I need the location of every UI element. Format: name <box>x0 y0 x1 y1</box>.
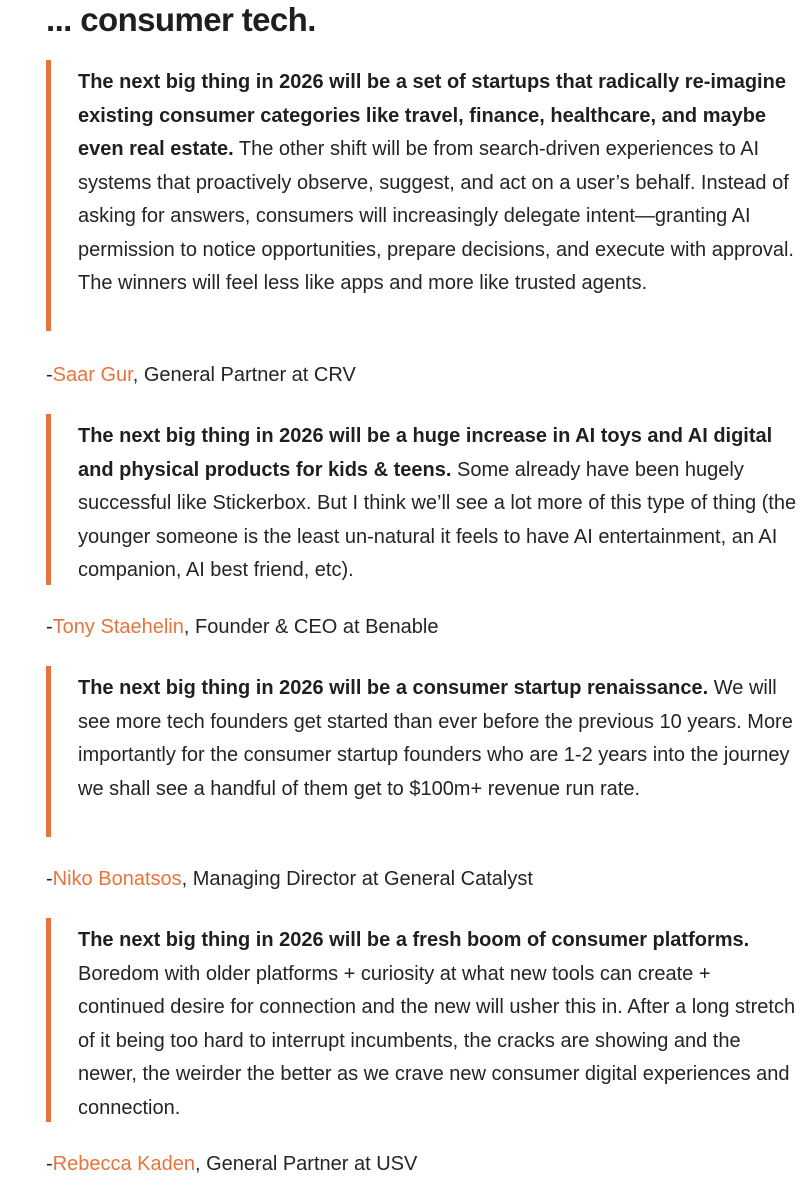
section-heading: ... consumer tech. <box>46 1 316 38</box>
author-link[interactable]: Rebecca Kaden <box>52 1153 195 1175</box>
quote-lead-bold: The next big thing in 2026 will be a fresh boom of consumer platforms. <box>78 929 750 951</box>
author-role: , General Partner at CRV <box>132 364 356 386</box>
quote-body: We will see more tech founders get started than ever before the previous 10 years. More importantly for the consumer startup founders who are 1-2 years into the journey we shall see a handful of them get to $100m+ revenue run rate. <box>78 677 793 800</box>
blockquote <box>46 666 798 837</box>
attribution <box>46 1149 766 1179</box>
quote-body: Boredom with older platforms + curiosity at what new tools can create + continued desire for connection and the new will usher this in. After a long stretch of it being too hard to interrupt incumbents, the cracks are showing and the newer, the weirder the better as we crave new consumer digital experiences and connection. <box>78 962 796 1119</box>
quote-lead-bold: The next big thing in 2026 will be a huge increase in AI toys and AI digital and physical products for kids & teens. <box>78 425 773 481</box>
quote-lead-bold: The next big thing in 2026 will be a set of startups that radically re-imagine existing consumer categories like travel, finance, healthcare, and maybe even real estate. <box>78 71 786 160</box>
quote-lead-bold: The next big thing in 2026 will be a consumer startup renaissance. <box>78 677 709 699</box>
blockquote <box>46 414 798 585</box>
attribution-dash: - <box>46 616 53 638</box>
author-role: , General Partner at USV <box>195 1153 418 1175</box>
attribution-dash: - <box>46 1153 53 1175</box>
attribution <box>46 864 766 894</box>
quote-body: Some already have been hugely successful like Stickerbox. But I think we’ll see a lot more of this type of thing (the younger someone is the least un-natural it feels to have AI entertainment, an AI companion, AI best friend, etc). <box>78 458 797 581</box>
attribution <box>46 612 766 642</box>
blockquote <box>46 60 798 331</box>
attribution-dash: - <box>46 868 53 890</box>
quote-body: The other shift will be from search-driven experiences to AI systems that proactively observe, suggest, and act on a user’s behalf. Instead of asking for answers, consumers will increasingly delegate intent—granting AI permission to notice opportunities, prepare decisions, and execute with approval. The winners will feel less like apps and more like trusted agents. <box>78 138 794 294</box>
quote-text <box>78 918 798 1125</box>
quote-text <box>78 666 798 806</box>
author-link[interactable]: Saar Gur <box>52 364 133 386</box>
quote-text <box>78 414 798 588</box>
author-link[interactable]: Tony Staehelin <box>52 616 184 638</box>
attribution <box>46 360 766 390</box>
attribution-dash: - <box>46 364 53 386</box>
author-role: , Managing Director at General Catalyst <box>181 868 533 890</box>
author-link[interactable]: Niko Bonatsos <box>52 868 182 890</box>
blockquote <box>46 918 798 1122</box>
author-role: , Founder & CEO at Benable <box>183 616 439 638</box>
quote-text <box>78 60 798 301</box>
